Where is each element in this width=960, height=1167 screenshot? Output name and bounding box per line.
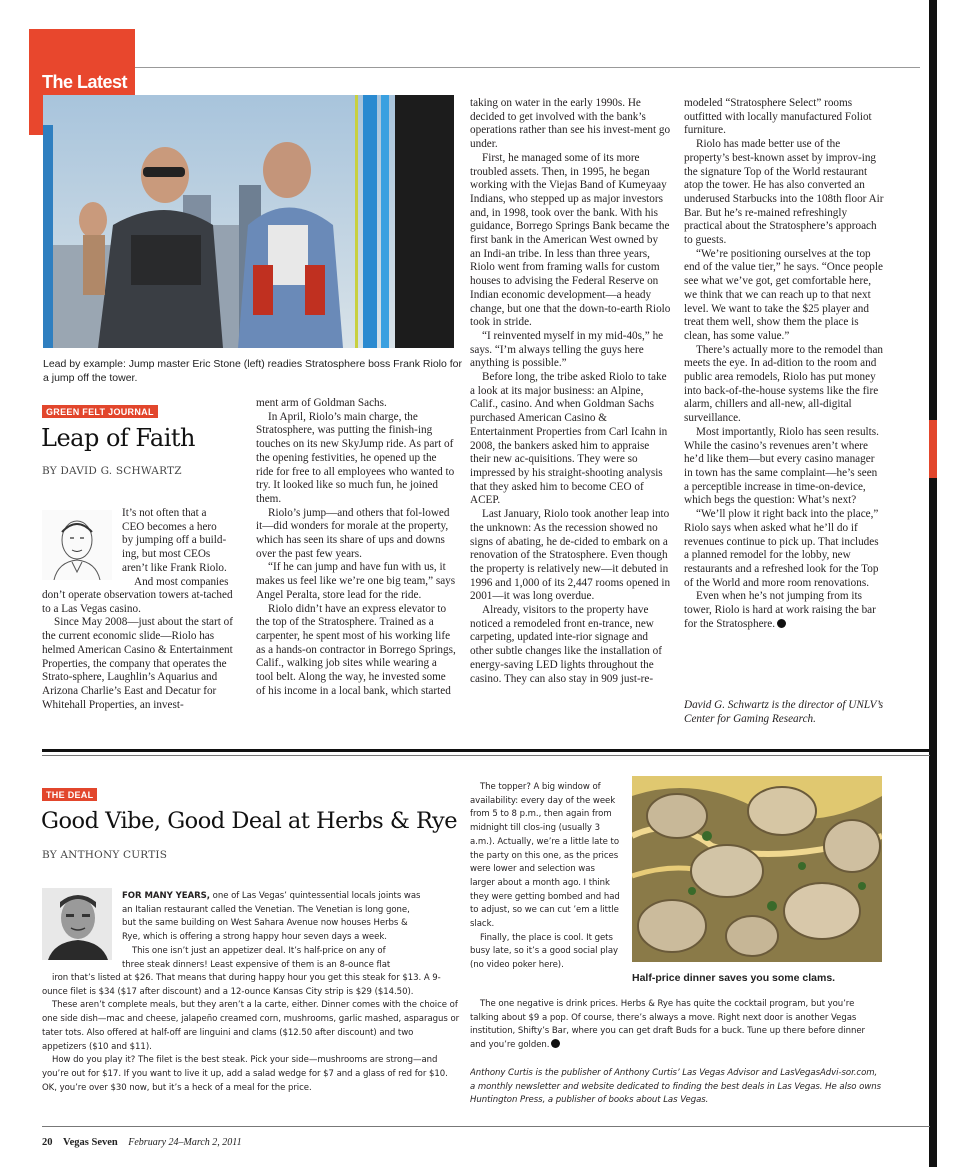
top-rule (108, 67, 920, 68)
page-edge-accent (929, 420, 937, 478)
lede-wrap-lines (122, 890, 462, 972)
wrap-line: by jumping off a build- (122, 534, 227, 547)
paragraph: Riolo didn’t have an express elevator to the top of the Stratosphere. Trained as a carpenter, he spent most of his working life as a hands-on contractor in Borrego Springs, Calif., walking job sites while wearing a tool belt. Along the way, he invested some of his income in a local bank, which started (256, 602, 456, 697)
paragraph: iron that’s listed at $26. That means that during happy hour you get this steak for $13. A 9-ounce filet is $34 ($17 after discount) and a 12-ounce Kansas City strip is $29 ($14.50). (42, 973, 441, 997)
footer-rule (42, 1126, 930, 1127)
paragraph: In April, Riolo’s main charge, the Stratosphere, was putting the finish-ing touches on its new SkyJump ride. As part of the opening festivities, he opened up the ride for free to all employees who wanted to try. It looked like so much fun, he joined them. (256, 410, 455, 505)
paragraph: These aren’t complete meals, but they aren’t a la carte, either. Dinner comes with the choice of one side dish—mac and cheese, jalapeño creamed corn, mushrooms, garlic mashed, asparagus or tater tots. Also offered at half-off are linguini and clams ($12.50 after discount) and two appetizers ($10 and $11). (42, 1000, 460, 1052)
photo-caption: Half-price dinner saves you some clams. (632, 972, 836, 984)
paragraph: “If he can jump and have fun with us, it makes us feel like we’re one big team,” says Angel Peralta, store lead for the ride. (256, 561, 456, 601)
section-divider-thin (42, 755, 930, 756)
paragraph-text: The one negative is drink prices. Herbs & Rye has quite the cocktail program, but you’re talking about $9 a pop. Of course, there’s always a move. Right next door is another Vegas institution, Shifty’s Bar, where you can get draft Buds for a buck. Tune up there before dinner and you’re golden. (470, 999, 865, 1051)
paragraph: modeled “Stratosphere Select” rooms outfitted with locally manufactured Foliot furniture. (684, 97, 872, 137)
article-wrap-lines (122, 507, 252, 589)
paragraph: Most importantly, Riolo has seen results. While the casino’s revenues aren’t where he’d like them—but every casino manager in town has the same complaint—he’s seen a perceptible increase in time-on-device, which begs the question: What’s next? (684, 425, 879, 507)
article-byline: BY ANTHONY CURTIS (42, 849, 168, 861)
lede-line (122, 890, 462, 904)
paragraph: “We’re positioning ourselves at the top end of the value tier,” he says. “Once people see what we’ve got, get comfortable here, we think that we can reach up to that next level. We want to take the $25 player and treat them well, show them the place is clean, has some value.” (684, 247, 883, 342)
section-divider (42, 749, 930, 752)
lede-caps: FOR MANY YEARS, (122, 891, 210, 901)
article-column-4 (684, 97, 884, 687)
section-label: The Latest (42, 72, 128, 92)
paragraph: “I reinvented myself in my mid-40s,” he says. “I’m always telling the guys here anything is possible.” (470, 329, 664, 370)
article2-body (42, 972, 460, 1110)
article-column-3 (470, 97, 671, 729)
paragraph: Finally, the place is cool. It gets busy late, so it’s a good social play (no video poker here). (470, 932, 619, 971)
paragraph: Riolo has made better use of the property’s best-known asset by improv-ing the signature Top of the World restaurant atop the tower. He has also converted an underused Starbucks into the 108th floor Air Bar. But he’s re-mained refreshingly practical about the Stratosphere’s approach to guests. (684, 138, 884, 247)
article-byline: BY DAVID G. SCHWARTZ (42, 465, 182, 477)
paragraph: ment arm of Goldman Sachs. (256, 397, 387, 409)
article2-wide-paragraph (470, 998, 880, 1053)
page-footer (42, 1137, 242, 1148)
paragraph: Before long, the tribe asked Riolo to take a look at its major business: an Alpine, Calif., casino. And when Goldman Sachs purchased American Casino & Entertainment Properties from Carl Icahn in 2008, the bankers asked him to appraise their new ac-quisitions. They were so impressed by his straight-shooting analysis that they asked him to become CEO of ACEP. (470, 371, 668, 507)
page-edge-bar (929, 0, 937, 1167)
paragraph: Already, visitors to the property have noticed a remodeled front en-trance, new carpeting, updated inte-rior signage and other subtle changes like the installation of energy-saving LED lights throughout the casino. They can also stay in 909 just-re- (470, 604, 663, 685)
issue-dates: February 24–March 2, 2011 (128, 1137, 242, 1148)
wrap-line: aren’t like Frank Riolo. (122, 561, 227, 574)
paragraph: There’s actually more to the remodel than meets the eye. In ad-dition to the room and public area remodels, Riolo has put money into back-of-the-house systems like the fire alarm, chillers and all-new, all-digital surveillance. (684, 343, 884, 425)
photo-caption: Lead by example: Jump master Eric Stone (left) readies Stratosphere boss Frank Riolo for a jump off the tower. (43, 358, 463, 384)
article-tag: THE DEAL (42, 788, 97, 801)
author-headshot-sketch (42, 510, 112, 580)
paragraph: Riolo’s jump—and others that fol-lowed it—did wonders for morale at the property, which has seen its share of ups and downs over the past few years. (256, 506, 450, 560)
article2-narrow-column (470, 781, 620, 1001)
author-note: Anthony Curtis is the publisher of Anthony Curtis’ Las Vegas Advisor and LasVegasAdvi-sor.com, a monthly newsletter and website dedicated to finding the best deals in Las Vegas. He also owns Huntington Press, a publisher of books about Las Vegas. (470, 1068, 882, 1106)
paragraph: The topper? A big window of availability: every day of the week from 5 to 8 p.m., then again from midnight till clos-ing (usually 3 a.m.). Actually, we’re a little late to the party on this one, as the prices were lower and selection was larger about a month ago. I think they were getting bombed and had to adjust, so we can cut ’em a little slack. (470, 782, 620, 930)
wrap-line: It’s not often that a (122, 507, 207, 519)
lede-line: but the same building on West Sahara Avenue now houses Herbs & (122, 918, 408, 929)
lede-line: three steak dinners! Least expensive of them is an 8-ounce flat (122, 959, 391, 970)
article-headline: Leap of Faith (41, 424, 196, 452)
wrap-line: And most companies (134, 575, 229, 588)
page-number: 20 (42, 1137, 53, 1148)
end-mark-icon (777, 619, 786, 628)
wrap-line: CEO becomes a hero (122, 520, 217, 533)
wrap-line: ing, but most CEOs (122, 548, 211, 561)
article-column-1 (42, 589, 242, 729)
lede-line: Rye, which is offering a strong happy hour seven days a week. (122, 932, 387, 943)
article-headline: Good Vibe, Good Deal at Herbs & Rye (41, 808, 458, 834)
clams-photo (632, 776, 882, 962)
author-note: David G. Schwartz is the director of UNLV’s Center for Gaming Research. (684, 699, 884, 725)
paragraph: Since May 2008—just about the start of the current economic slide—Riolo has helmed American Casino & Entertainment Properties, the company that operates the Strato-sphere, Laughlin’s Aquarius and Arizona Charlie’s East and Decatur for Whitehall Properties, an invest- (42, 616, 233, 711)
paragraph: don’t operate observation towers at-tached to a Las Vegas casino. (42, 589, 233, 615)
author-headshot-photo (42, 888, 112, 960)
paragraph (470, 998, 880, 1053)
tower-jump-photo (43, 95, 454, 348)
lede-line: This one isn’t just an appetizer deal. It’s half-price on any of (132, 945, 386, 956)
lede-line: an Italian restaurant called the Venetian. The Venetian is long gone, (122, 904, 410, 915)
publication-name: Vegas Seven (63, 1137, 118, 1148)
paragraph: Last January, Riolo took another leap into the unknown: As the recession showed no signs of abating, he de-cided to embark on a renovation of the Stratosphere. Even though the property is relatively new—it debuted in 1996 and 1,000 of its 2,447 rooms opened in 2001—it was long overdue. (470, 508, 671, 603)
paragraph-text: Even when he’s not jumping from its tower, Riolo is hard at work raising the bar for the Stratosphere. (684, 590, 876, 630)
paragraph (684, 590, 884, 631)
article-tag: GREEN FELT JOURNAL (42, 405, 158, 418)
end-mark-icon (551, 1039, 560, 1048)
paragraph: First, he managed some of its more troubled assets. Then, in 1995, he began working with the Viejas Band of Kumeyaay Indians, who stepped up as major investors and, in 1998, took over the bank. With his guidance, Borrego Springs Bank became the first bank in the American West owned by an Indi-an tribe. In less than three years, Riolo went from framing walls for custom houses to advising the Federal Reserve on Indian economic development—a heady change, but one that the down-to-earth Riolo took in stride. (470, 151, 671, 329)
paragraph: “We’ll plow it right back into the place,” Riolo says when asked what he’ll do if revenues continue to pick up. That includes a planned remodel for the lobby, new restaurants and a refreshed look for the Top of the World and more room renovations. (684, 508, 879, 589)
paragraph: How do you play it? The filet is the best steak. Pick your side—mushrooms are strong—and you’re out for $17. If you want to live it up, add a salad wedge for $7 and a glass of red for $10. OK, you’re over $30 now, but it’s a heck of a meal for the price. (42, 1055, 448, 1093)
lede-text: one of Las Vegas’ quintessential locals joints was (212, 891, 421, 901)
paragraph: taking on water in the early 1990s. He decided to get involved with the bank’s operations rather than see his invest-ment go under. (470, 97, 671, 151)
article-column-2 (256, 397, 456, 729)
